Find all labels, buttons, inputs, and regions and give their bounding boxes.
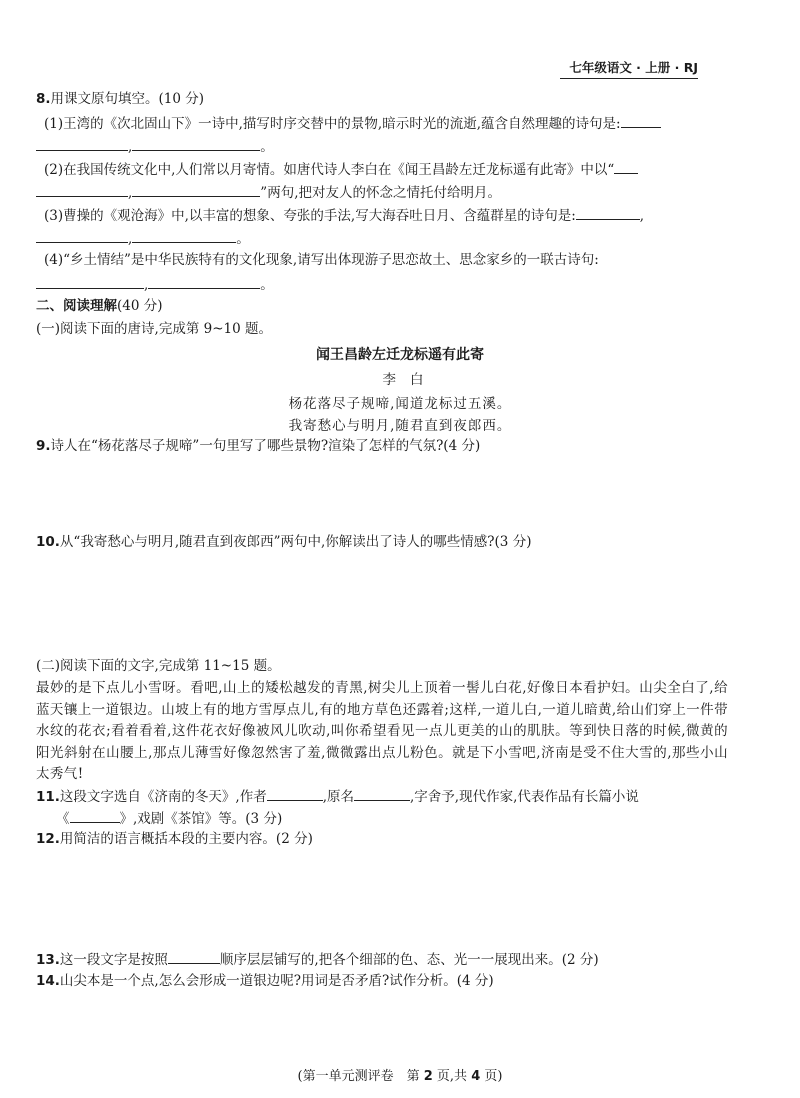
answer-area[interactable] — [36, 994, 736, 1054]
question-text: 用简洁的语言概括本段的主要内容。(2 分) — [59, 831, 313, 847]
page-header: 七年级语文 · 上册 · RJ — [560, 58, 698, 79]
answer-blank[interactable] — [70, 808, 120, 823]
q8-part2-text: (2)在我国传统文化中,人们常以月寄情。如唐代诗人李白在《闻王昌龄左迁龙标遥有此寄》中以“ — [44, 162, 615, 178]
answer-blank[interactable] — [36, 228, 128, 243]
question-text: 山尖本是一个点,怎么会形成一道银边呢?用词是否矛盾?试作分析。(4 分) — [59, 973, 494, 989]
answer-area[interactable] — [36, 556, 736, 646]
section-score: (40 分) — [117, 298, 163, 314]
answer-blank[interactable] — [132, 182, 260, 197]
footer-text: 页) — [480, 1069, 503, 1084]
question-10 — [36, 533, 531, 551]
q8-part3-text: (3)曹操的《观沧海》中,以丰富的想象、夸张的手法,写大海吞吐日月、含蕴群星的诗句是: — [44, 208, 576, 224]
answer-blank[interactable] — [354, 786, 410, 801]
part2-intro: (二)阅读下面的文字,完成第 11~15 题。 — [36, 658, 281, 674]
question-text: 这一段文字是按照 — [59, 952, 168, 968]
answer-blank[interactable] — [36, 136, 128, 151]
page-total: 4 — [471, 1069, 481, 1084]
q8-part4-text: (4)“乡土情结”是中华民族特有的文化现象,请写出体现游子思恋故土、思念家乡的一联古诗句: — [44, 252, 599, 268]
q8-part3-line1 — [44, 205, 644, 225]
answer-blank[interactable] — [148, 274, 260, 289]
q8-part1-line2 — [36, 136, 274, 156]
question-number: 11. — [36, 789, 60, 805]
question-number: 10. — [36, 534, 60, 550]
question-text: 《 — [56, 811, 70, 827]
answer-blank[interactable] — [36, 182, 128, 197]
q8-part4-line2 — [36, 274, 274, 294]
question-text: ,字舍予,现代作家,代表作品有长篇小说 — [410, 789, 639, 805]
answer-blank[interactable] — [621, 113, 661, 128]
question-11-line2 — [56, 808, 282, 828]
question-text: 顺序层层铺写的,把各个细部的色、态、光一一展现出来。(2 分) — [219, 952, 599, 968]
poem-author: 李白 — [382, 372, 438, 388]
punctuation: 。 — [260, 277, 274, 293]
question-13 — [36, 949, 599, 969]
answer-blank[interactable] — [132, 136, 260, 151]
q8-part4-line1 — [44, 251, 599, 269]
question-number: 14. — [36, 973, 60, 989]
q8-part1-text: (1)王湾的《次北固山下》一诗中,描写时序交替中的景物,暗示时光的流逝,蕴含自然理趣的诗句是: — [44, 116, 621, 132]
part1-intro: (一)阅读下面的唐诗,完成第 9~10 题。 — [36, 321, 272, 337]
question-8 — [36, 90, 204, 108]
q8-part2-end: ”两句,把对友人的怀念之情托付给明月。 — [260, 185, 501, 201]
poem-line: 杨花落尽子规啼,闻道龙标过五溪。 — [288, 396, 512, 412]
question-stem: 用课文原句填空。(10 分) — [50, 91, 205, 107]
question-number: 8. — [36, 91, 51, 107]
question-12 — [36, 830, 313, 848]
punctuation: , — [128, 139, 133, 155]
question-number: 13. — [36, 952, 60, 968]
question-number: 9. — [36, 438, 51, 454]
punctuation: 。 — [260, 139, 274, 155]
punctuation: 。 — [236, 231, 250, 247]
q8-part3-line2 — [36, 228, 250, 248]
answer-area[interactable] — [36, 852, 736, 942]
question-14 — [36, 972, 494, 990]
question-text: ,原名 — [322, 789, 355, 805]
punctuation: , — [128, 185, 133, 201]
question-text: 诗人在“杨花落尽子规啼”一句里写了哪些景物?渲染了怎样的气氛?(4 分) — [50, 438, 481, 454]
poem-title: 闻王昌龄左迁龙标遥有此寄 — [316, 347, 484, 363]
section-heading — [36, 297, 163, 315]
poem-line: 我寄愁心与明月,随君直到夜郎西。 — [288, 418, 512, 434]
q8-part2-line1 — [44, 159, 638, 179]
punctuation: , — [639, 208, 645, 224]
question-11-line1 — [36, 786, 639, 806]
question-text: 》,戏剧《茶馆》等。(3 分) — [119, 811, 283, 827]
question-number: 12. — [36, 831, 60, 847]
punctuation: , — [144, 277, 149, 293]
answer-blank[interactable] — [168, 949, 220, 964]
q8-part2-line2 — [36, 182, 501, 202]
answer-blank[interactable] — [267, 786, 323, 801]
answer-blank[interactable] — [132, 228, 236, 243]
section-title: 二、阅读理解 — [36, 298, 117, 314]
q8-part1-line1 — [44, 113, 661, 133]
reading-passage: 最妙的是下点儿小雪呀。看吧,山上的矮松越发的青黑,树尖儿上顶着一髻儿白花,好像日本看护妇。山尖全白了,给蓝天镶上一道银边。山坡上有的地方雪厚点儿,有的地方草色还露着;这样,一道儿白,一道儿暗黄,给山们穿上一件带水纹的花衣;看着看着,这件花衣好像被风儿吹动,叫你希望看见一点儿更美的山的肌肤。等到快日落的时候,微黄的阳光斜射在山腰上,那点儿薄雪好像忽然害了羞,微微露出点儿粉色。就是下小雪吧,济南是受不住大雪的,那些小山太秀气! — [36, 680, 728, 783]
answer-blank[interactable] — [614, 159, 638, 174]
question-text: 从“我寄愁心与明月,随君直到夜郎西”两句中,你解读出了诗人的哪些情感?(3 分) — [59, 534, 532, 550]
answer-blank[interactable] — [36, 274, 144, 289]
footer-text: (第一单元测评卷 第 — [297, 1069, 424, 1084]
question-9 — [36, 437, 480, 455]
punctuation: , — [128, 231, 133, 247]
answer-blank[interactable] — [576, 205, 640, 220]
footer-text: 页,共 — [432, 1069, 472, 1084]
answer-area[interactable] — [36, 458, 736, 528]
page-number: 2 — [423, 1069, 433, 1084]
question-text: 这段文字选自《济南的冬天》,作者 — [59, 789, 267, 805]
page-footer — [0, 1065, 800, 1084]
